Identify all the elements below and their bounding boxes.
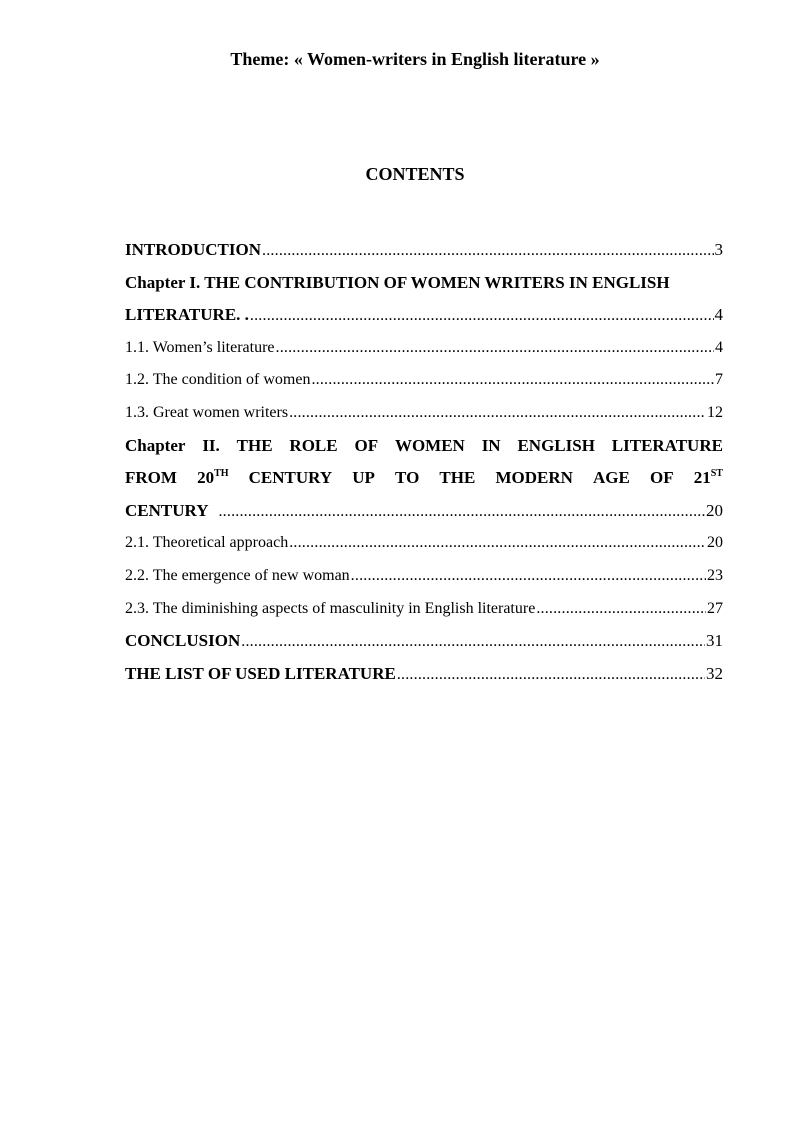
toc-word: Chapter — [125, 435, 186, 455]
toc-page-number: 32 — [706, 663, 723, 683]
toc-entry-introduction[interactable] — [125, 234, 723, 267]
toc-superscript: ST — [710, 468, 723, 480]
toc-entry-label: INTRODUCTION — [125, 240, 262, 259]
toc-word: OF — [650, 468, 674, 488]
contents-title: CONTENTS — [365, 164, 465, 184]
toc-entry-section-1-1[interactable] — [125, 332, 723, 365]
toc-word: UP — [352, 468, 375, 488]
toc-entry-section-2-3[interactable] — [125, 593, 723, 626]
toc-word: IN — [481, 435, 501, 455]
toc-word: OF — [354, 435, 379, 455]
toc-word: II. — [202, 435, 220, 455]
toc-page-number: 20 — [707, 534, 723, 552]
toc-page-number: 20 — [706, 500, 723, 520]
toc-page-number: 7 — [715, 371, 723, 389]
toc-entry-label: THE LIST OF USED LITERATURE — [125, 663, 396, 683]
toc-number: 20 — [197, 468, 215, 488]
toc-entry-label: Chapter I. THE CONTRIBUTION OF WOMEN WRITERS IN ENGLISH — [125, 272, 670, 292]
toc-leader-dots — [289, 527, 706, 560]
toc-word: THE — [236, 435, 273, 455]
toc-word: MODERN — [495, 468, 573, 488]
toc-number: 21 — [693, 468, 711, 488]
toc-leader-dots — [250, 300, 714, 332]
toc-entry-section-1-3[interactable] — [125, 397, 723, 430]
toc-entry-label: 2.3. The diminishing aspects of masculinity in English literature — [125, 599, 536, 617]
toc-page-number: 23 — [707, 566, 723, 584]
toc-entry-chapter-2-line-1[interactable] — [125, 430, 723, 463]
toc-entry-label: 2.2. The emergence of new woman — [125, 566, 350, 584]
table-of-contents — [125, 234, 723, 690]
toc-entry-section-1-2[interactable] — [125, 364, 723, 397]
toc-word: LITERATURE — [611, 435, 723, 455]
toc-entry-label: LITERATURE. . — [125, 305, 249, 325]
toc-leader-dots — [397, 659, 705, 691]
toc-page-number: 27 — [707, 599, 723, 617]
toc-word: TO — [395, 468, 420, 488]
toc-leader-dots — [289, 397, 706, 430]
toc-word: THE — [439, 468, 476, 488]
toc-leader-dots — [311, 364, 714, 397]
toc-entry-section-2-1[interactable] — [125, 527, 723, 560]
toc-page-number: 4 — [714, 305, 723, 325]
toc-page-number: 4 — [715, 338, 723, 356]
toc-entry-label: 1.2. The condition of women — [125, 371, 311, 389]
toc-entry-conclusion[interactable] — [125, 625, 723, 658]
toc-page-number: 12 — [707, 403, 723, 421]
toc-leader-dots — [276, 332, 715, 365]
toc-word: FROM — [125, 468, 177, 488]
toc-entry-section-2-2[interactable] — [125, 560, 723, 593]
toc-entry-label: 2.1. Theoretical approach — [125, 534, 289, 552]
toc-entry-label: CONCLUSION — [125, 631, 241, 651]
toc-superscript: TH — [214, 468, 229, 480]
toc-entry-label: 1.1. Women’s literature — [125, 338, 275, 356]
toc-word: AGE — [593, 468, 630, 488]
toc-entry-label: 1.3. Great women writers — [125, 403, 289, 421]
toc-word: ROLE — [289, 435, 338, 455]
document-theme: Theme: « Women-writers in English literature » — [230, 49, 600, 69]
toc-word-20th — [197, 462, 228, 495]
toc-entry-chapter-2-line-3[interactable] — [125, 495, 723, 528]
toc-entry-chapter-2-line-2[interactable] — [125, 462, 723, 495]
toc-entry-chapter-1-line-2[interactable] — [125, 299, 723, 332]
toc-leader-dots — [241, 626, 705, 658]
toc-leader-dots — [218, 496, 705, 528]
toc-word: ENGLISH — [517, 435, 595, 455]
toc-word: WOMEN — [394, 435, 465, 455]
toc-entry-used-literature[interactable] — [125, 658, 723, 691]
toc-leader-dots — [536, 593, 706, 626]
toc-word-21st — [694, 462, 723, 495]
toc-page-number: 3 — [714, 240, 723, 259]
toc-entry-label: CENTURY — [125, 500, 209, 520]
toc-leader-dots — [262, 235, 713, 267]
toc-page-number: 31 — [706, 631, 723, 651]
toc-leader-dots — [351, 560, 706, 593]
toc-word: CENTURY — [248, 468, 333, 488]
toc-entry-chapter-1-line-1[interactable] — [125, 267, 723, 300]
